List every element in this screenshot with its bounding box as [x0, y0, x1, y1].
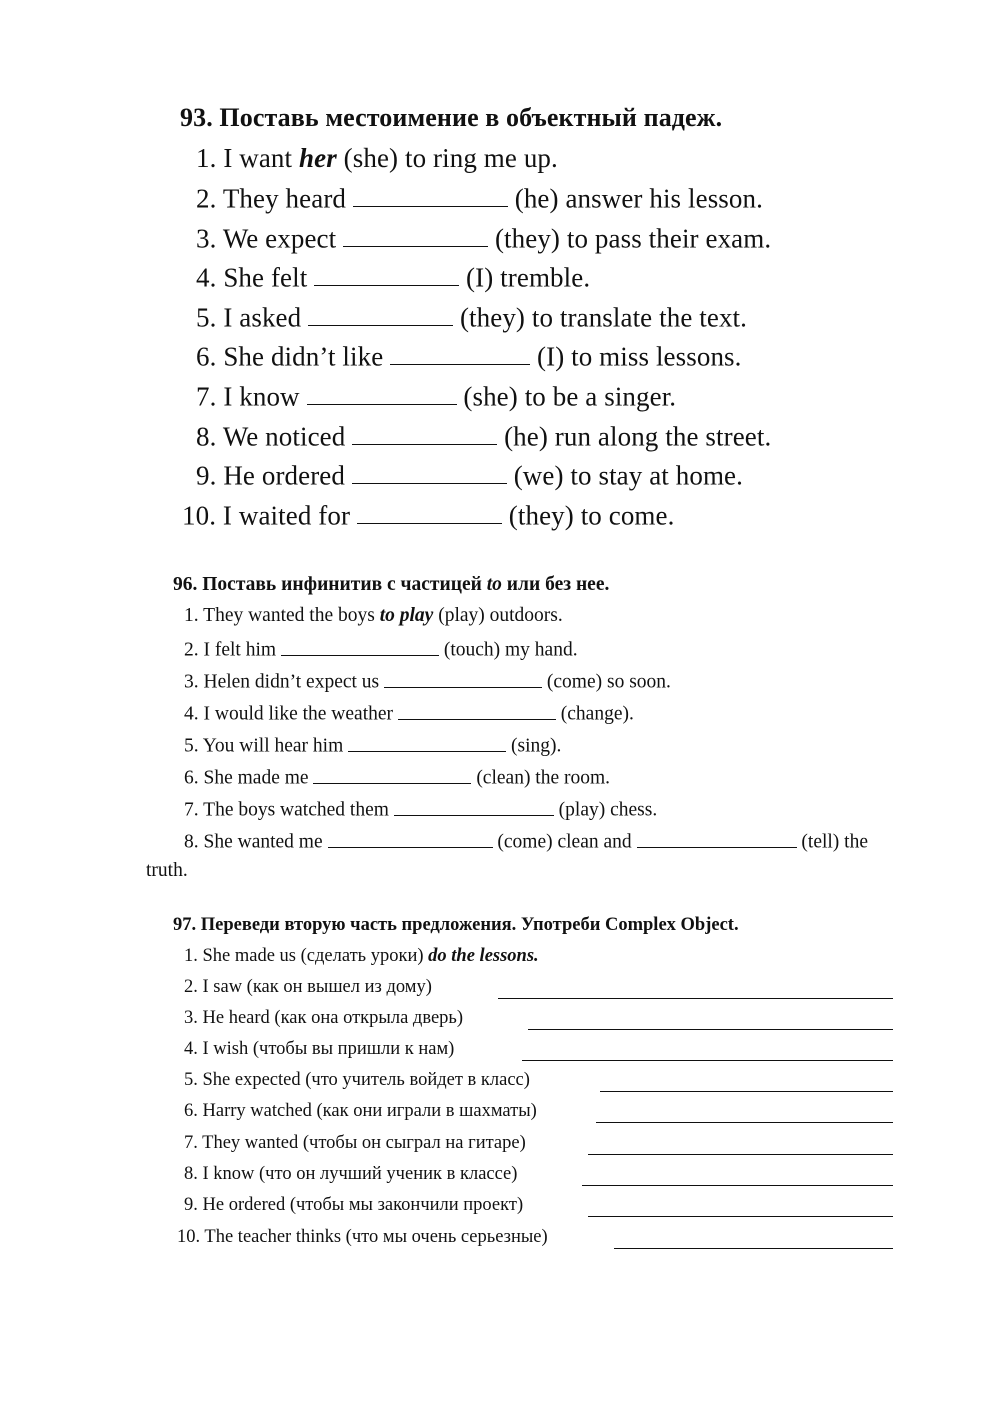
ex96-item-6 [184, 765, 610, 790]
answer-blank[interactable] [307, 380, 457, 405]
item-text: She wanted me [203, 831, 328, 853]
item-number: 10. [182, 500, 217, 531]
item-number: 5. [184, 1070, 198, 1090]
exercise-93-title: 93. Поставь местоимение в объектный падеж. [180, 103, 723, 132]
answer-blank[interactable] [314, 261, 459, 286]
item-text: They heard [222, 183, 353, 214]
item-text: (play) outdoors. [433, 605, 563, 626]
item-text: We expect [222, 223, 344, 254]
item-text: (we) to stay at home. [506, 460, 743, 491]
answer-line[interactable] [614, 1248, 893, 1249]
item-number: 8. [196, 421, 217, 452]
item-text: I want [223, 143, 299, 173]
ex96-item-1 [184, 605, 563, 627]
ex93-item-9 [196, 459, 743, 491]
answer-blank[interactable] [394, 797, 554, 816]
item-number: 1. [196, 143, 217, 173]
item-text: (he) answer his lesson. [507, 183, 763, 214]
answer-line[interactable] [582, 1185, 893, 1186]
item-number: 1. [184, 605, 199, 626]
item-number: 6. [184, 767, 199, 789]
ex96-item-2 [184, 637, 578, 662]
answer-line[interactable] [588, 1216, 893, 1217]
item-text: (change). [555, 703, 634, 725]
ex97-item-5 [184, 1070, 530, 1091]
ex96-item-7 [184, 797, 657, 822]
item-text: You will hear him [202, 735, 349, 757]
item-text: (I) to miss lessons. [530, 341, 742, 372]
item-text: (come) clean and [492, 831, 637, 853]
item-text: She felt [223, 262, 315, 293]
answer-line[interactable] [528, 1029, 893, 1030]
answer-blank[interactable] [384, 669, 542, 688]
item-number: 5. [196, 302, 217, 333]
ex96-item-8 [184, 829, 868, 854]
item-number: 3. [196, 223, 217, 254]
item-number: 2. [184, 977, 198, 997]
item-text: I would like the weather [203, 703, 398, 725]
answer-blank[interactable] [398, 701, 556, 720]
answer-blank[interactable] [353, 182, 508, 207]
item-number: 4. [184, 703, 199, 725]
item-text: I felt him [203, 639, 281, 661]
item-text: (play) chess. [553, 799, 658, 821]
item-text: We noticed [222, 421, 353, 452]
item-number: 7. [196, 381, 217, 412]
item-number: 2. [184, 639, 199, 661]
answer-blank[interactable] [313, 765, 471, 784]
item-text: (they) to come. [501, 500, 675, 531]
item-text: I wish (чтобы вы пришли к нам) [202, 1039, 455, 1059]
answer-blank[interactable] [352, 459, 507, 484]
item-number: 2. [196, 183, 217, 214]
answer-blank[interactable] [281, 637, 439, 656]
sample-answer: her [299, 143, 337, 173]
item-text: Harry watched (как они играли в шахматы) [202, 1101, 537, 1121]
ex93-item-2 [196, 182, 763, 214]
item-number: 4. [196, 262, 217, 293]
ex97-item-4 [184, 1039, 454, 1060]
item-number: 3. [184, 1008, 198, 1028]
item-text: He ordered [223, 460, 352, 491]
item-number: 7. [184, 799, 199, 821]
item-number: 4. [184, 1039, 198, 1059]
item-text: She didn’t like [223, 341, 391, 372]
item-number: 3. [184, 671, 199, 693]
item-text: I asked [223, 302, 309, 333]
sample-answer: to play [379, 605, 434, 626]
item-text: (they) to translate the text. [453, 302, 747, 333]
ex93-item-7 [196, 380, 676, 412]
title-particle: to [486, 574, 502, 595]
item-number: 6. [184, 1101, 198, 1121]
answer-blank[interactable] [357, 499, 502, 524]
item-text: I know [223, 381, 307, 412]
ex97-item-2 [184, 977, 432, 998]
item-text: (she) to be a singer. [456, 381, 677, 412]
item-number: 6. [196, 341, 217, 372]
item-text: (touch) my hand. [438, 639, 578, 661]
ex93-item-3 [196, 222, 771, 254]
item-text: I waited for [222, 500, 357, 531]
item-text: (sing). [506, 735, 562, 757]
exercise-96-title [173, 574, 609, 596]
item-text: (tell) the [796, 831, 868, 853]
ex93-item-8 [196, 420, 771, 452]
answer-blank[interactable] [348, 733, 506, 752]
item-number: 7. [184, 1133, 198, 1153]
answer-blank[interactable] [308, 301, 453, 326]
answer-blank[interactable] [328, 829, 493, 848]
ex96-item-3 [184, 669, 671, 694]
answer-line[interactable] [596, 1122, 893, 1123]
ex96-item-4 [184, 701, 634, 726]
answer-blank[interactable] [637, 829, 797, 848]
item-text: He ordered (чтобы мы закончили проект) [202, 1195, 524, 1215]
item-text: I saw (как он вышел из дому) [202, 977, 432, 997]
ex97-item-9 [184, 1195, 523, 1216]
item-text: They wanted (чтобы он сыграл на гитаре) [202, 1133, 526, 1153]
answer-blank[interactable] [390, 340, 530, 365]
ex97-item-6 [184, 1101, 537, 1122]
answer-blank[interactable] [343, 222, 488, 247]
item-text: She made us (сделать уроки) [202, 946, 429, 966]
item-text: (she) to ring me up. [336, 143, 558, 173]
item-text: The boys watched them [203, 799, 394, 821]
item-number: 9. [196, 460, 217, 491]
ex96-item-8-continuation: truth. [146, 860, 188, 881]
item-text: (they) to pass their exam. [488, 223, 772, 254]
exercise-97-title: 97. Переведи вторую часть предложения. Употреби Complex Object. [173, 915, 739, 935]
ex93-item-10 [182, 499, 674, 531]
item-text: (clean) the room. [471, 767, 611, 789]
item-text: The teacher thinks (что мы очень серьезные) [204, 1227, 548, 1247]
item-text: (he) run along the street. [497, 421, 772, 452]
answer-line[interactable] [498, 998, 893, 999]
ex93-item-5 [196, 301, 747, 333]
item-text: She expected (что учитель войдет в класс) [202, 1070, 530, 1090]
ex93-item-1 [196, 143, 558, 174]
answer-line[interactable] [600, 1091, 893, 1092]
item-text: I know (что он лучший ученик в классе) [202, 1164, 518, 1184]
item-text: Helen didn’t expect us [203, 671, 385, 693]
answer-blank[interactable] [352, 420, 497, 445]
ex97-item-10 [177, 1227, 548, 1248]
item-text: He heard (как она открыла дверь) [202, 1008, 464, 1028]
ex96-item-5 [184, 733, 561, 758]
item-number: 1. [184, 946, 198, 966]
title-text: 96. Поставь инфинитив с частицей [173, 574, 487, 595]
answer-line[interactable] [588, 1154, 893, 1155]
item-text: (I) tremble. [459, 262, 591, 293]
sample-answer: do the lessons. [428, 946, 539, 966]
ex97-item-3 [184, 1008, 463, 1029]
answer-line[interactable] [522, 1060, 893, 1061]
item-number: 9. [184, 1195, 198, 1215]
item-text: (come) so soon. [542, 671, 671, 693]
ex97-item-7 [184, 1133, 526, 1154]
item-text: She made me [203, 767, 314, 789]
ex93-item-4 [196, 261, 590, 293]
item-text: They wanted the boys [203, 605, 380, 626]
item-number: 8. [184, 831, 199, 853]
title-text: или без нее. [501, 574, 610, 595]
item-number: 10. [177, 1227, 201, 1247]
item-number: 5. [184, 735, 199, 757]
ex97-item-8 [184, 1164, 517, 1185]
ex93-item-6 [196, 340, 742, 372]
item-number: 8. [184, 1164, 198, 1184]
ex97-item-1 [184, 946, 539, 967]
